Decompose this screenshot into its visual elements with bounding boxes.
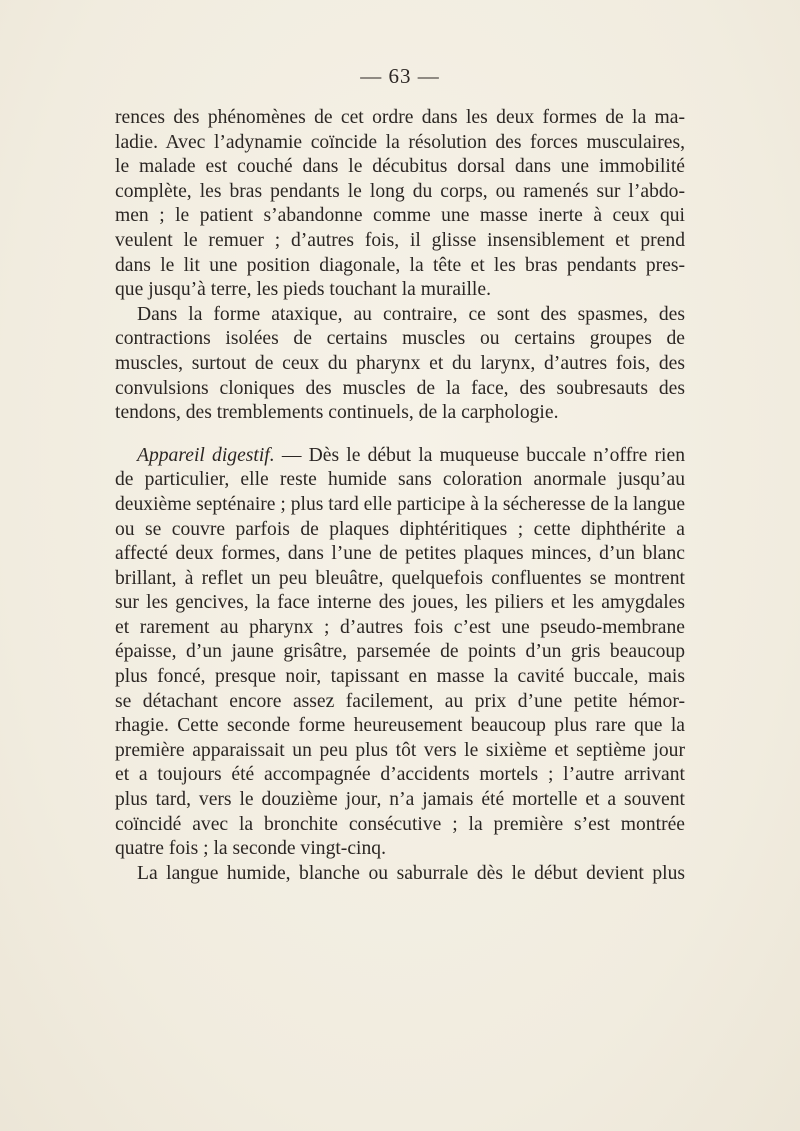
text-line: et a toujours été accompagnée d’accidents mortels ; l’autre arrivant: [115, 764, 685, 786]
text-line: ladie. Avec l’adynamie coïncide la résolution des forces musculaires,: [115, 131, 685, 153]
paragraph-gap: [115, 426, 685, 444]
text-line: men ; le patient s’abandonne comme une masse inerte à ceux qui: [115, 205, 685, 227]
paragraph-1: [115, 106, 685, 303]
text-line: que jusqu’à terre, les pieds touchant la muraille.: [115, 279, 491, 301]
text-line: plus foncé, presque noir, tapissant en masse la cavité buccale, mais: [115, 666, 685, 688]
text-line: épaisse, d’un jaune grisâtre, parsemée de points d’un gris beaucoup: [115, 641, 685, 663]
text-line: sur les gencives, la face interne des joues, les piliers et les amygdales: [115, 592, 685, 614]
paragraph-2: [115, 303, 685, 426]
text-line: tendons, des tremblements continuels, de la carphologie.: [115, 402, 559, 424]
text-line: et rarement au pharynx ; d’autres fois c’est une pseudo-membrane: [115, 616, 685, 638]
text-line: rences des phénomènes de cet ordre dans les deux formes de la ma-: [115, 107, 685, 128]
text-line: plus tard, vers le douzième jour, n’a jamais été mortelle et a souvent: [115, 789, 685, 811]
text-line: quatre fois ; la seconde vingt-cinq.: [115, 838, 386, 860]
text-line: première apparaissait un peu plus tôt vers le sixième et septième jour: [115, 739, 685, 761]
page-number: — 63 —: [360, 64, 440, 88]
text-line: de particulier, elle reste humide sans coloration anormale jusqu’au: [115, 469, 685, 491]
text-line: se détachant encore assez facilement, au prix d’une petite hémor-: [115, 690, 685, 712]
body-text: [115, 106, 685, 886]
text-line: convulsions cloniques des muscles de la face, des soubresauts des: [115, 377, 685, 399]
text-line: coïncidé avec la bronchite consécutive ; la première s’est montrée: [115, 813, 685, 835]
paragraph-3: [115, 444, 685, 862]
text-line: Dans la forme ataxique, au contraire, ce sont des spasmes, des: [137, 303, 685, 325]
text-line: [115, 444, 685, 469]
text-line: dans le lit une position diagonale, la tête et les bras pendants pres-: [115, 254, 685, 276]
text-line: veulent le remuer ; d’autres fois, il glisse insensiblement et prend: [115, 229, 685, 251]
text-line: brillant, à reflet un peu bleuâtre, quelquefois confluentes se montrent: [115, 567, 685, 589]
text-line: le malade est couché dans le décubitus dorsal dans une immobilité: [115, 156, 685, 178]
text-line: affecté deux formes, dans l’une de petites plaques minces, d’un blanc: [115, 543, 685, 565]
text-line: deuxième septénaire ; plus tard elle participe à la sécheresse de la langue: [115, 493, 686, 515]
text-line: La langue humide, blanche ou saburrale dès le début devient plus: [137, 862, 685, 884]
section-heading-appareil-digestif: Appareil digestif.: [137, 444, 275, 466]
text-line: ou se couvre parfois de plaques diphtéritiques ; cette diphthérite a: [115, 518, 685, 540]
text-line: complète, les bras pendants le long du corps, ou ramenés sur l’abdo-: [115, 180, 685, 202]
text-line: contractions isolées de certains muscles ou certains groupes de: [115, 328, 685, 350]
text-line: rhagie. Cette seconde forme heureusement beaucoup plus rare que la: [115, 715, 685, 737]
text-run: — Dès le début la muqueuse buccale n’offre rien: [274, 444, 685, 466]
paragraph-4: [115, 862, 685, 887]
text-line: muscles, surtout de ceux du pharynx et du larynx, d’autres fois, des: [115, 352, 685, 374]
